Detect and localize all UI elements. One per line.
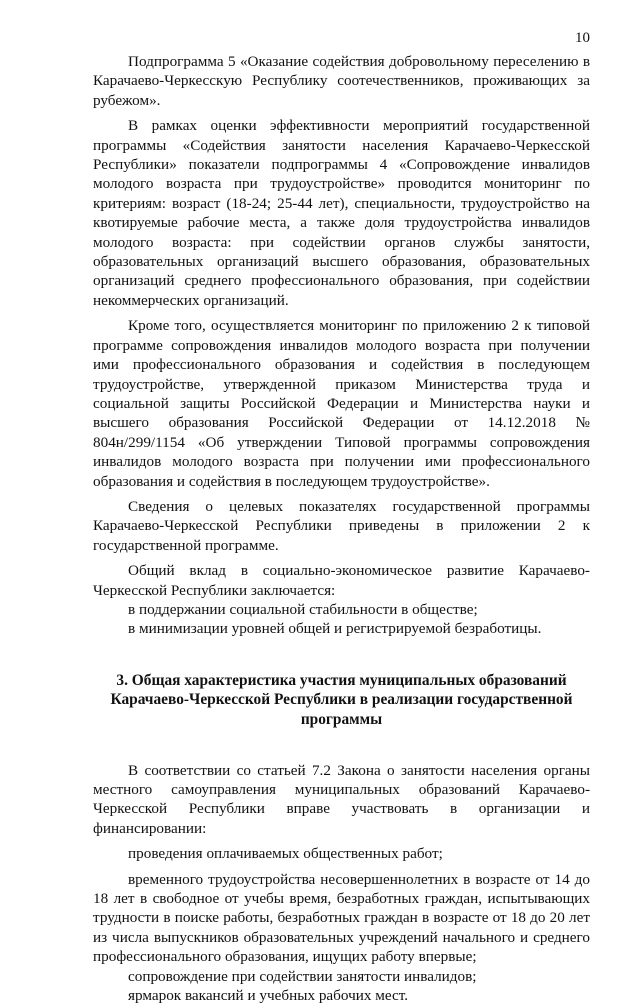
document-body [93, 52, 590, 1005]
list-item-unemployment: в минимизации уровней общей и регистрируемой безработицы. [128, 620, 542, 638]
list-item-temporary-employment: временного трудоустройства несовершеннолетних в возрасте от 14 до 18 лет в свободное от учебы время, безработных граждан, испытывающих трудности в поиске работы, безработных граждан в возрасте от 18 до 20 лет из числа выпускников образовательных учреждений начального и среднего профессионального образования, ищущих работу впервые; [93, 870, 590, 966]
list-item-job-fairs: ярмарок вакансий и учебных рабочих мест. [128, 987, 409, 1005]
paragraph-efficiency-assessment: В рамках оценки эффективности мероприятий государственной программы «Содействия занятости населения Карачаево-Черкесской Республики» показатели подпрограммы 4 «Сопровождение инвалидов молодого возраста при трудоустройстве» проводится мониторинг по критериям: возраст (18-24; 25-44 лет), специальности, трудоустройство на квотируемые рабочие места, а также доля трудоустройства инвалидов молодого возраста: при содействии органов службы занятости, образовательных организаций высшего образования, образовательных организаций среднего профессионального образования, при содействии некоммерческих организаций. [93, 117, 590, 309]
list-item-public-works: проведения оплачиваемых общественных работ; [128, 845, 443, 863]
list-item-social-stability: в поддержании социальной стабильности в обществе; [128, 600, 478, 618]
section-heading: 3. Общая характеристика участия муниципальных образований Карачаево-Черкесской Республики в реализации государственной программы [110, 671, 573, 728]
paragraph-subprogram-5: Подпрограмма 5 «Оказание содействия добровольному переселению в Карачаево-Черкесскую Республику соотечественников, проживающих за рубежом». [93, 53, 590, 109]
paragraph-article-7-2: В соответствии со статьей 7.2 Закона о занятости населения органы местного самоуправления муниципальных образований Карачаево-Черкесской Республики вправе участвовать в организации и финансировании: [93, 761, 590, 837]
paragraph-monitoring-appendix: Кроме того, осуществляется мониторинг по приложению 2 к типовой программе сопровождения инвалидов молодого возраста при получении ими профессионального образования и содействия в последующем трудоустройстве, утвержденной приказом Министерства труда и социальной защиты Российской Федерации и Министерства науки и высшего образования Российской Федерации от 14.12.2018 № 804н/299/1154 «Об утверждении Типовой программы сопровождения инвалидов молодого возраста при получении ими профессионального образования и содействия в последующем трудоустройстве». [93, 317, 590, 490]
paragraph-target-indicators: Сведения о целевых показателях государственной программы Карачаево-Черкесской Республики приведены в приложении 2 к государственной программе. [93, 497, 590, 554]
list-item-disabled-support: сопровождение при содействии занятости инвалидов; [128, 967, 477, 985]
page-number: 10 [575, 30, 590, 46]
paragraph-overall-contribution: Общий вклад в социально-экономическое развитие Карачаево-Черкесской Республики заключается: [93, 562, 590, 599]
